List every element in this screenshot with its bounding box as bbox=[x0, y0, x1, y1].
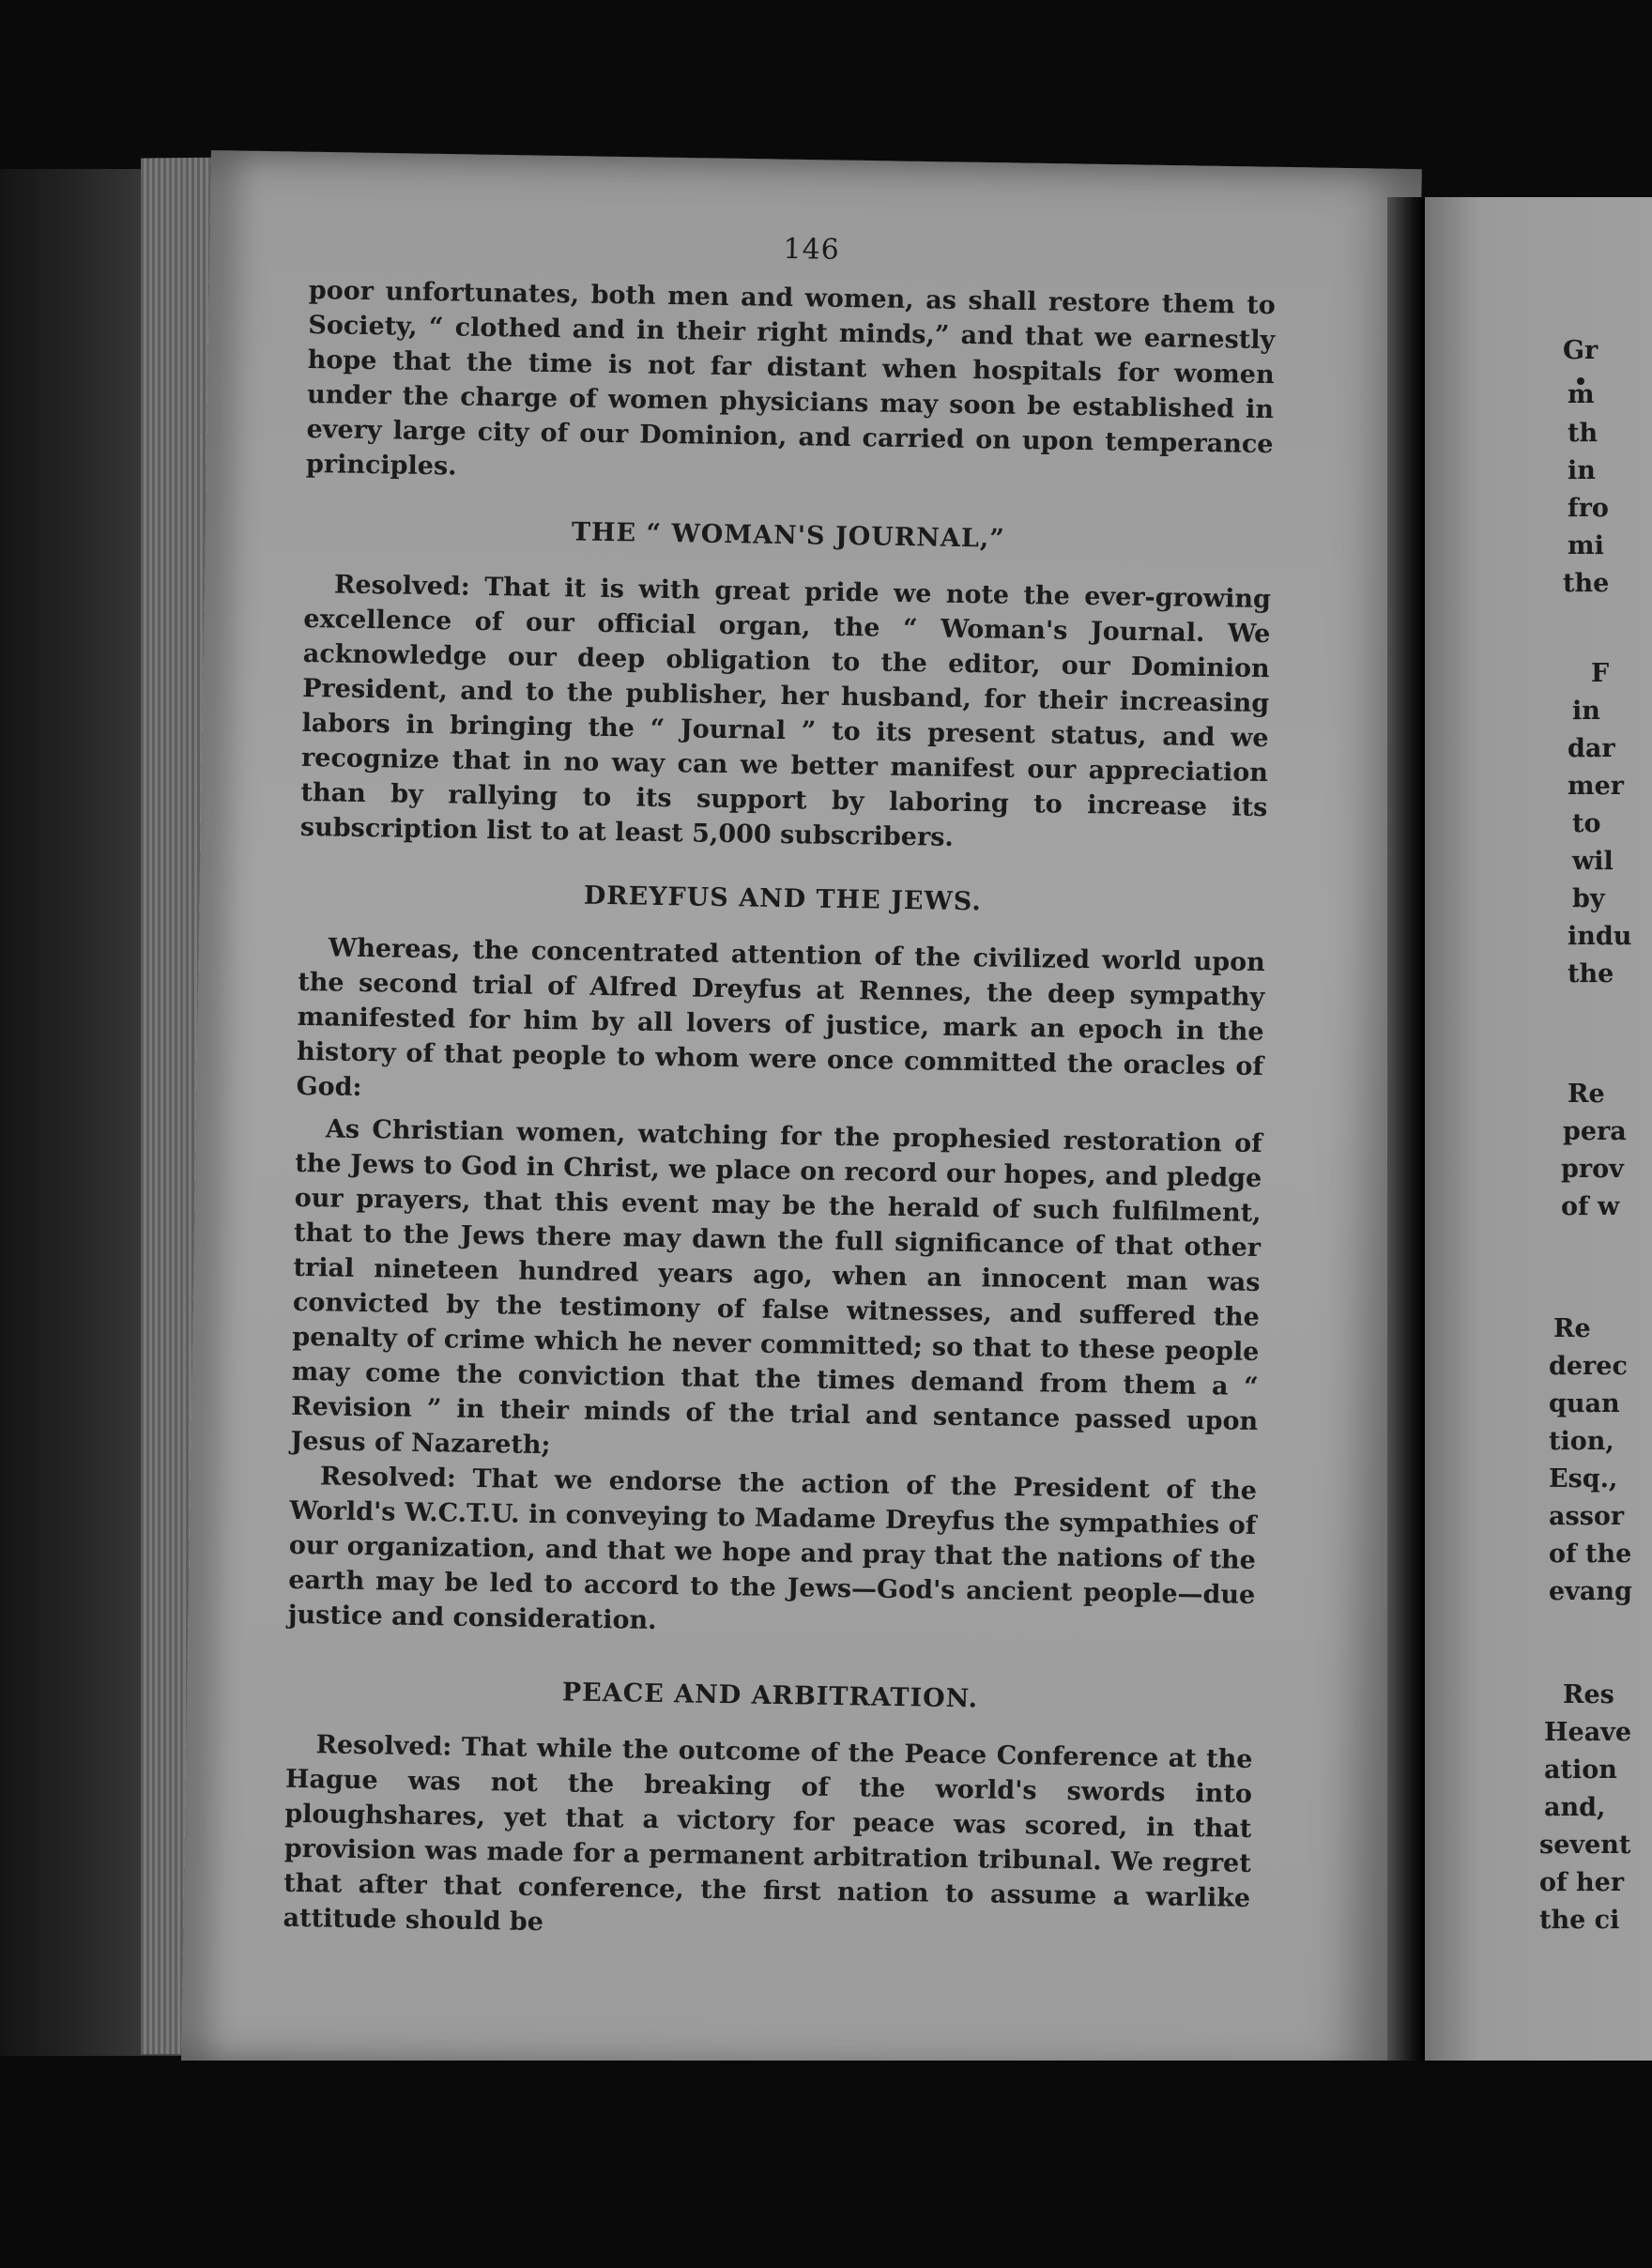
section-paragraph: Resolved: That it is with great pride we note the ever-growing excellence of our official organ, the “ Woman's Journal. We acknowledge our deep obligation to the editor, our Dominion President, and to the publisher, her husband, for their increasing labors in bringing the “ Journal ” to its present status, and we recognize that in no way can we better manifest our appreciation than by rallying to its support by laboring to increase its subscription list to at least 5,000 subscribers. bbox=[299, 570, 1272, 852]
facing-page-fragment: m bbox=[1568, 380, 1595, 409]
facing-page-fragment: prov bbox=[1561, 1155, 1624, 1184]
intro-paragraph: poor unfortunates, both men and women, as shall restore them to Society, “ clothed and in their right minds,” and that we earnestly hope that the time is not far distant when hospitals for women under the charge of women physicians may soon be established in every large city of our Dominion, and carried on upon temperance principles. bbox=[305, 275, 1277, 482]
facing-page-fragment: fro bbox=[1568, 494, 1609, 523]
facing-page-fragment: pera bbox=[1563, 1117, 1627, 1146]
page-number: 146 bbox=[783, 232, 841, 267]
facing-page-fragment: wil bbox=[1572, 847, 1614, 876]
facing-page-fragment: evang bbox=[1549, 1577, 1632, 1606]
facing-page-fragment: quan bbox=[1549, 1389, 1620, 1418]
background-bottom bbox=[0, 2061, 1652, 2268]
section-paragraph: As Christian women, watching for the prophesied restoration of the Jews to God in Christ, we place on record our hopes, and pledge our prayers, that this event may be the herald of such fulfilment, that to the Jews there may dawn the full significance of that other trial nineteen hundred years ago, when an innocent man was convicted by the testimony of false witnesses, and suffered the penalty of crime which he never committed; so that to these people may come the conviction that the times demand from them a “ Revision ” in their minds of the trial and sentance passed upon Jesus of Nazareth; bbox=[290, 1114, 1262, 1461]
facing-page-fragment: tion, bbox=[1549, 1427, 1614, 1456]
section-paragraph: Resolved: That we endorse the action of the President of the World's W.C.T.U. in conveying to Madame Dreyfus the sympathies of our organization, and that we hope and pray that the nations of the earth may be led to accord to the Jews—God's ancient people—due justice and consideration. bbox=[287, 1462, 1258, 1635]
book-gutter bbox=[1387, 197, 1425, 2122]
facing-page-fragment: Re bbox=[1568, 1080, 1605, 1109]
facing-page-fragment: Re bbox=[1553, 1314, 1591, 1343]
facing-page-fragment: mer bbox=[1568, 772, 1624, 801]
facing-page-fragment: Gr bbox=[1563, 336, 1598, 365]
facing-page-fragment: th bbox=[1568, 419, 1598, 448]
facing-page-fragment: Res bbox=[1563, 1680, 1614, 1709]
facing-page-fragment: of the bbox=[1549, 1540, 1632, 1569]
facing-page-fragment: the bbox=[1568, 959, 1614, 988]
facing-page-fragment: and, bbox=[1544, 1793, 1606, 1822]
facing-page-fragment: of her bbox=[1539, 1868, 1625, 1897]
section-heading: PEACE AND ARBITRATION. bbox=[561, 1678, 979, 1714]
facing-page-fragment: of w bbox=[1561, 1192, 1620, 1221]
facing-page-fragment: dar bbox=[1568, 734, 1615, 763]
facing-page-fragment: to bbox=[1572, 809, 1601, 838]
facing-page-fragment: in bbox=[1568, 456, 1596, 485]
facing-page-fragment: Esq., bbox=[1549, 1464, 1618, 1494]
facing-page-fragment: F bbox=[1591, 659, 1610, 688]
facing-page-fragment: sevent bbox=[1539, 1831, 1631, 1860]
facing-page-fragment: ation bbox=[1544, 1755, 1617, 1785]
section-heading: THE “ WOMAN'S JOURNAL,” bbox=[571, 517, 1006, 554]
left-page-text bbox=[283, 225, 1276, 1951]
facing-page-fragment: the ci bbox=[1539, 1906, 1620, 1935]
section-heading: DREYFUS AND THE JEWS. bbox=[583, 881, 982, 917]
facing-page-fragment: mi bbox=[1568, 531, 1604, 560]
facing-page-fragment: assor bbox=[1549, 1502, 1625, 1531]
facing-page-fragment: by bbox=[1572, 884, 1605, 913]
facing-page-fragment: indu bbox=[1568, 922, 1632, 951]
facing-page-fragment: the bbox=[1563, 569, 1610, 598]
facing-page-fragment: in bbox=[1572, 697, 1600, 726]
facing-page-fragment: Heave bbox=[1544, 1718, 1632, 1747]
section-paragraph: Whereas, the concentrated attention of the civilized world upon the second trial of Alfred Dreyfus at Rennes, the deep sympathy manifested for him by all lovers of justice, mark an epoch in the history of that people to whom were once committed the oracles of God: bbox=[296, 933, 1266, 1102]
section-paragraph: Resolved: That while the outcome of the Peace Conference at the Hague was not the breaking of the world's swords into ploughshares, yet that a victory for peace was scored, in that provision was made for a permanent arbitration tribunal. We regret that after that conference, the first nation to assume a warlike attitude should be bbox=[283, 1730, 1253, 1938]
facing-page-fragment: derec bbox=[1549, 1352, 1628, 1381]
